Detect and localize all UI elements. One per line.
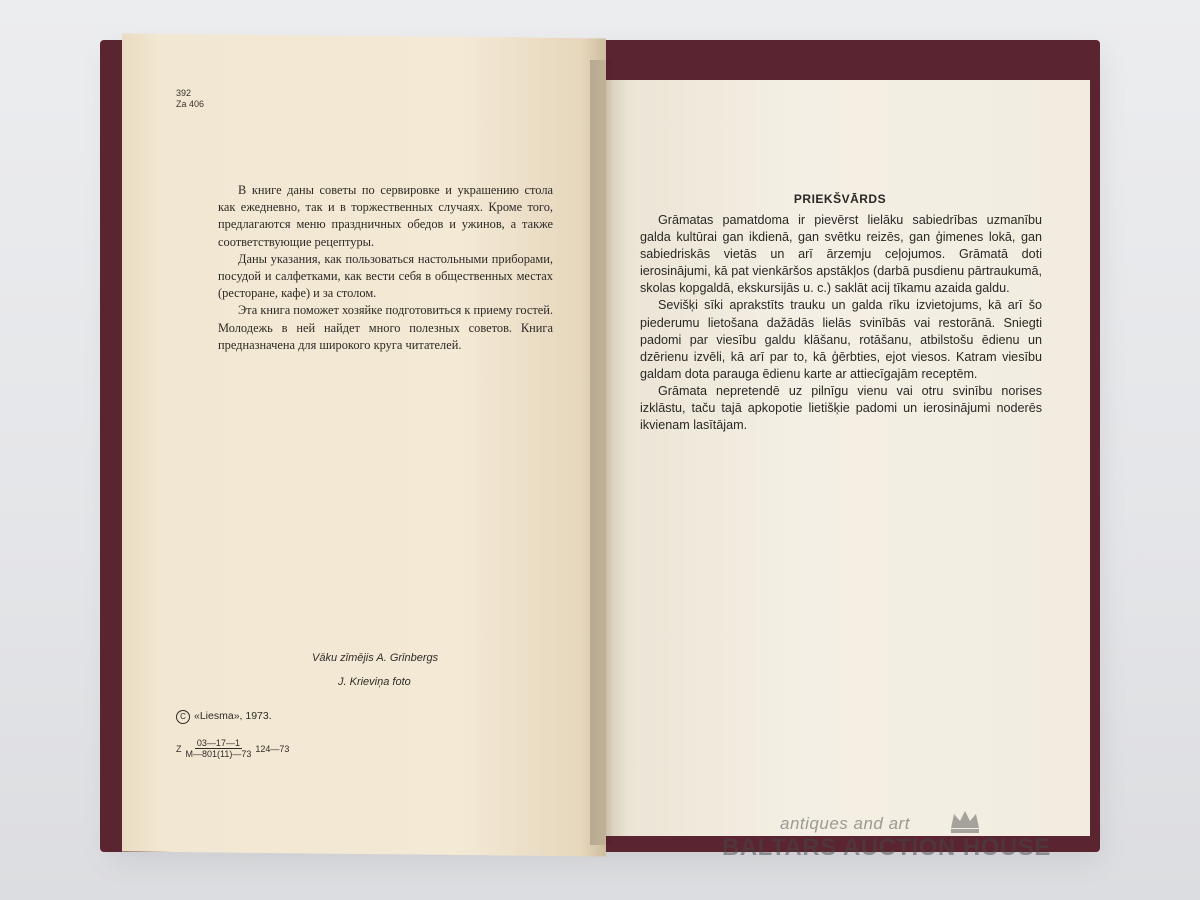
pub-code-denominator: M—801(11)—73 xyxy=(185,749,252,759)
foreword-paragraph: Grāmata nepretendē uz pilnīgu vienu vai otru svinību norises izklāstu, taču tajā apkopotie lietišķie padomi un ierosinājumi noderēs ikvienam lasītājam. xyxy=(640,383,1042,433)
library-code-line: Za 406 xyxy=(176,99,205,109)
russian-annotation xyxy=(218,182,553,354)
foreword-paragraph: Grāmatas pamatdoma ir pievērst lielāku sabiedrības uzmanību galda kultūrai gan ikdienā, gan svētku reizēs, gan ģimenes lokā, gan sabiedriskās vietās un arī ārzemju ceļojumos. Grāmatā doti ierosinājumi, kā pat vienkāršos apstākļos (darbā pusdienu pārtraukumā, skolas kopgaldā, ekskursijās u. c.) saklāt acij tīkamu azaida galdu. xyxy=(640,213,1042,296)
crown-icon xyxy=(948,808,982,834)
copyright-text: «Liesma», 1973. xyxy=(194,710,272,722)
copyright-line xyxy=(176,710,272,724)
annotation-paragraph: Эта книга поможет хозяйке подготовиться к приему гостей. Молодежь в ней найдет много полезных советов. Книга предназначена для широкого круга читателей. xyxy=(218,303,553,352)
watermark-name: BALTARS AUCTION HOUSE xyxy=(722,834,1051,861)
annotation-paragraph: В книге даны советы по сервировке и украшению стола как ежедневно, так и в торжественных случаях. Кроме того, предлагаются меню праздничных обедов и ужинов, а также соответствующие рецептуры. xyxy=(218,183,553,249)
pub-code-suffix: 124—73 xyxy=(255,743,290,754)
cover-credit: Vāku zīmējis A. Grīnbergs xyxy=(312,652,439,664)
library-code-line: 392 xyxy=(176,88,192,98)
pub-code-prefix: Z xyxy=(176,743,182,754)
left-page xyxy=(122,33,606,856)
latvian-foreword xyxy=(640,212,1042,434)
pub-code-fraction xyxy=(186,738,252,759)
pub-code-numerator: 03—17—1 xyxy=(196,738,240,748)
foreword-heading: PRIEKŠVĀRDS xyxy=(793,192,887,206)
auction-watermark xyxy=(722,810,1122,870)
foreword-paragraph: Sevišķi sīki aprakstīts trauku un galda rīku izvietojums, kā arī šo piederumu lietošana dažādās lielās svinībās vai restorānā. Sniegti padomi par viesību galdu klāšanu, rotāšanu, atbilstošu ēdienu un dzērienu izvēli, kā arī par to, kā ģērbties, ejot viesos. Katram viesību galdam dota parauga ēdienu karte ar attiecīgajām receptēm. xyxy=(640,298,1042,381)
annotation-paragraph: Даны указания, как пользоваться настольными приборами, посудой и салфетками, как вести себя в общественных местах (ресторане, кафе) и за столом. xyxy=(218,251,553,301)
copyright-icon: C xyxy=(176,710,190,724)
watermark-tagline: antiques and art xyxy=(780,814,910,833)
photo-credit: J. Krieviņa foto xyxy=(338,676,411,688)
book-gutter xyxy=(590,60,612,845)
library-code xyxy=(176,88,204,110)
publication-code xyxy=(176,738,289,759)
